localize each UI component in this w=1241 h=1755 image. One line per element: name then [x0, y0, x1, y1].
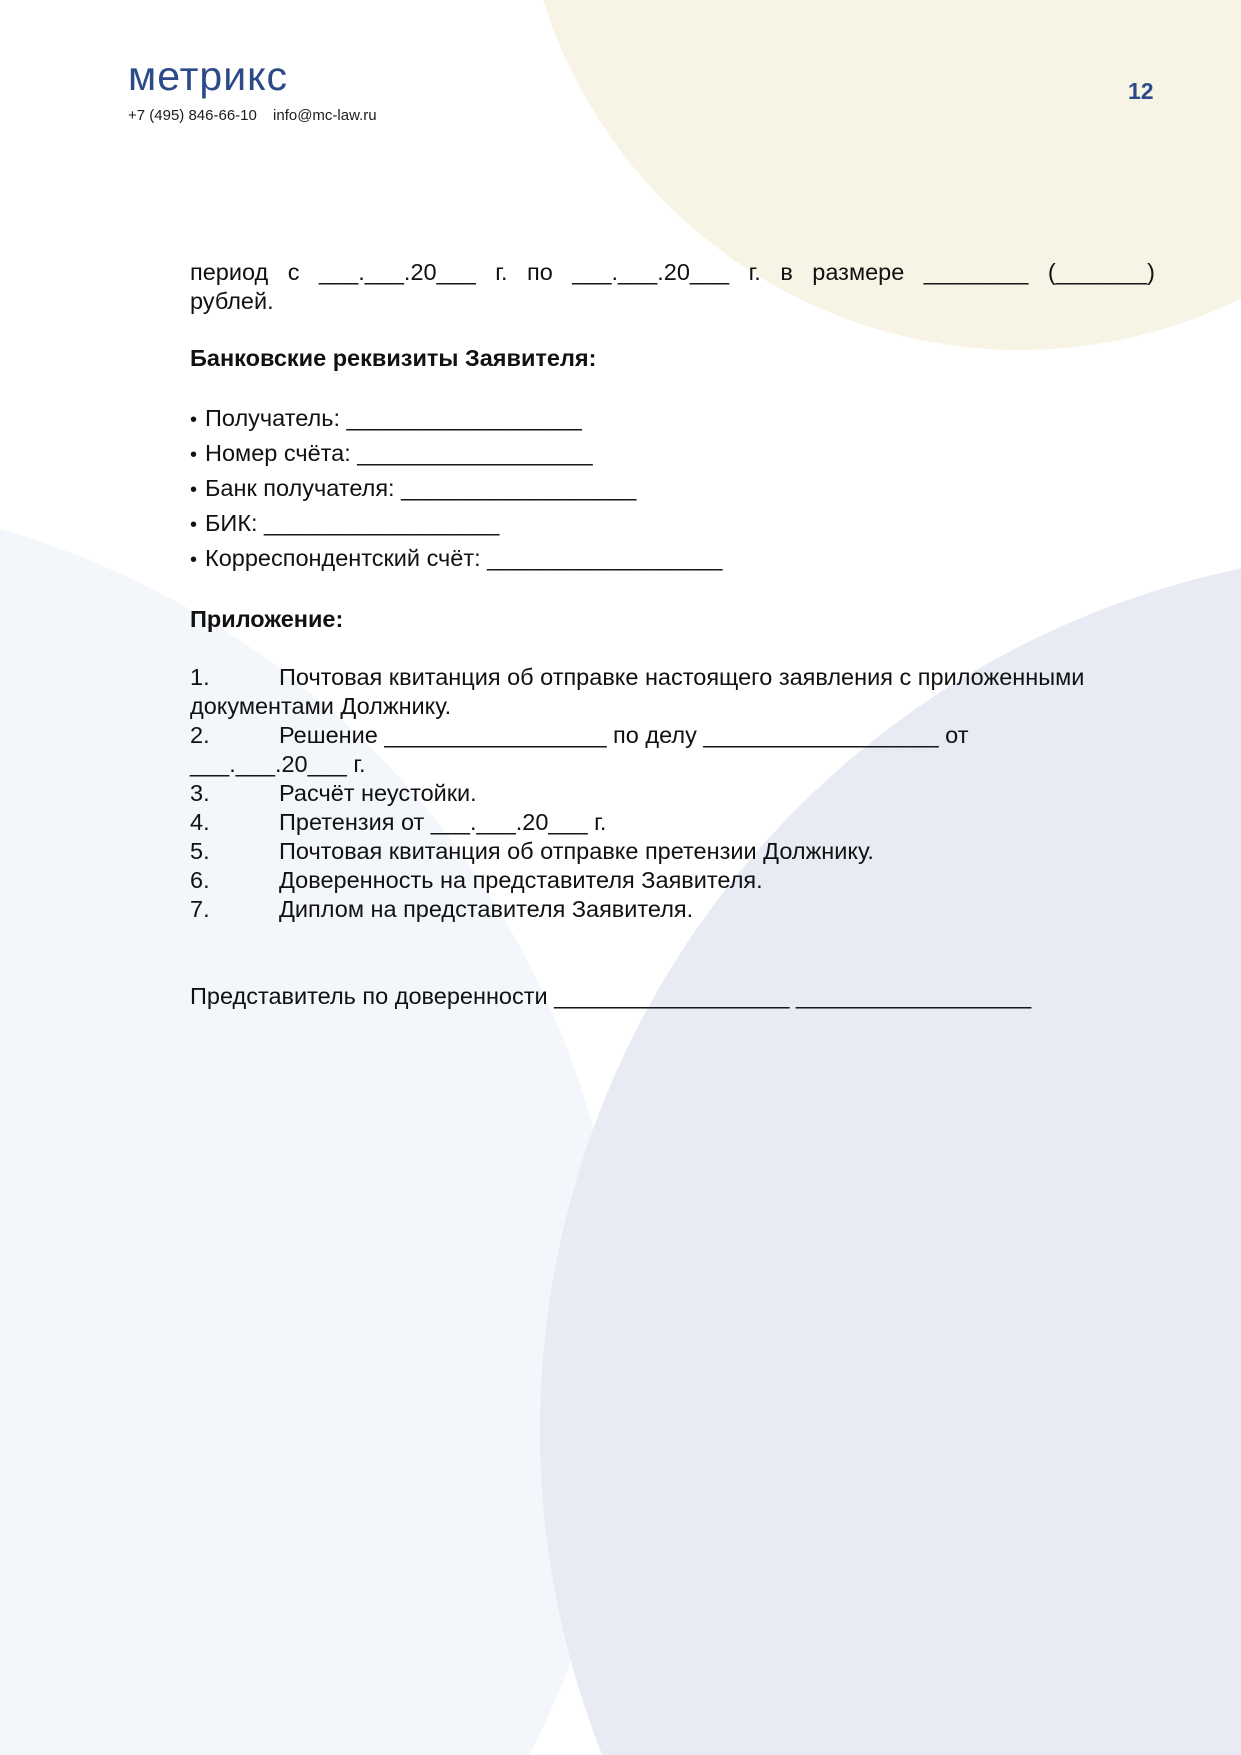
- period-amount-words-blank: (_______): [1047, 259, 1155, 285]
- header-phone[interactable]: +7 (495) 846-66-10: [128, 107, 257, 124]
- annex-number: 4.: [190, 809, 210, 835]
- bullet-icon: •: [190, 549, 198, 571]
- list-item: [190, 779, 1155, 808]
- annex-text-continued: ___.___.20___ г.: [190, 751, 366, 777]
- annex-number: 7.: [190, 896, 210, 922]
- bank-details-heading: Банковские реквизиты Заявителя:: [190, 345, 597, 371]
- annex-text: Расчёт неустойки.: [279, 780, 477, 806]
- annex-text: Почтовая квитанция об отправке претензии Должнику.: [279, 838, 874, 864]
- annex-list: [190, 663, 1155, 924]
- period-amount-blank: ________: [923, 259, 1029, 285]
- period-date-from: ___.___.20___: [318, 259, 476, 285]
- bank-item-bik: БИК: __________________: [205, 510, 500, 536]
- period-word: размере: [812, 259, 905, 285]
- annex-heading: Приложение:: [190, 606, 344, 632]
- list-item: [190, 542, 1155, 577]
- bullet-icon: •: [190, 514, 198, 536]
- period-word: г.: [495, 259, 508, 285]
- annex-text: Почтовая квитанция об отправке настоящего заявления с приложенными: [279, 664, 1085, 690]
- list-item: [190, 507, 1155, 542]
- period-line-continued: рублей.: [190, 288, 274, 314]
- list-item: [190, 437, 1155, 472]
- annex-text: Претензия от ___.___.20___ г.: [279, 809, 607, 835]
- signature-line: Представитель по доверенности __________________ __________________: [190, 983, 1032, 1009]
- list-item: [190, 808, 1155, 837]
- period-line: [190, 258, 1155, 287]
- bank-item-account: Номер счёта: __________________: [205, 440, 593, 466]
- bullet-icon: •: [190, 409, 198, 431]
- list-item: [190, 837, 1155, 866]
- list-item: [190, 750, 1155, 779]
- annex-text: Диплом на представителя Заявителя.: [279, 896, 694, 922]
- bank-details-list: [190, 402, 1155, 577]
- period-word: в: [780, 259, 793, 285]
- list-item: [190, 895, 1155, 924]
- annex-number: 2.: [190, 722, 210, 748]
- annex-text: Доверенность на представителя Заявителя.: [279, 867, 763, 893]
- bank-item-correspondent: Корреспондентский счёт: __________________: [205, 545, 723, 571]
- header-email[interactable]: info@mc-law.ru: [273, 107, 377, 124]
- annex-number: 3.: [190, 780, 210, 806]
- annex-text: Решение _________________ по делу __________________ от: [279, 722, 969, 748]
- annex-number: 5.: [190, 838, 210, 864]
- annex-number: 6.: [190, 867, 210, 893]
- annex-text-continued: документами Должнику.: [190, 693, 452, 719]
- page-number: 12: [1128, 78, 1154, 104]
- company-logo: метрикс: [128, 53, 289, 99]
- bullet-icon: •: [190, 479, 198, 501]
- document-body: [190, 258, 1155, 1035]
- list-item: [190, 692, 1155, 721]
- period-word: с: [287, 259, 300, 285]
- period-word: период: [190, 259, 269, 285]
- bank-item-bank: Банк получателя: __________________: [205, 475, 637, 501]
- period-word: по: [527, 259, 553, 285]
- bank-item-recipient: Получатель: __________________: [205, 405, 582, 431]
- list-item: [190, 402, 1155, 437]
- period-date-to: ___.___.20___: [572, 259, 730, 285]
- bullet-icon: •: [190, 444, 198, 466]
- list-item: [190, 721, 1155, 750]
- list-item: [190, 663, 1155, 692]
- list-item: [190, 866, 1155, 895]
- annex-number: 1.: [190, 664, 210, 690]
- period-word: г.: [748, 259, 761, 285]
- list-item: [190, 472, 1155, 507]
- header-contacts: [128, 107, 377, 124]
